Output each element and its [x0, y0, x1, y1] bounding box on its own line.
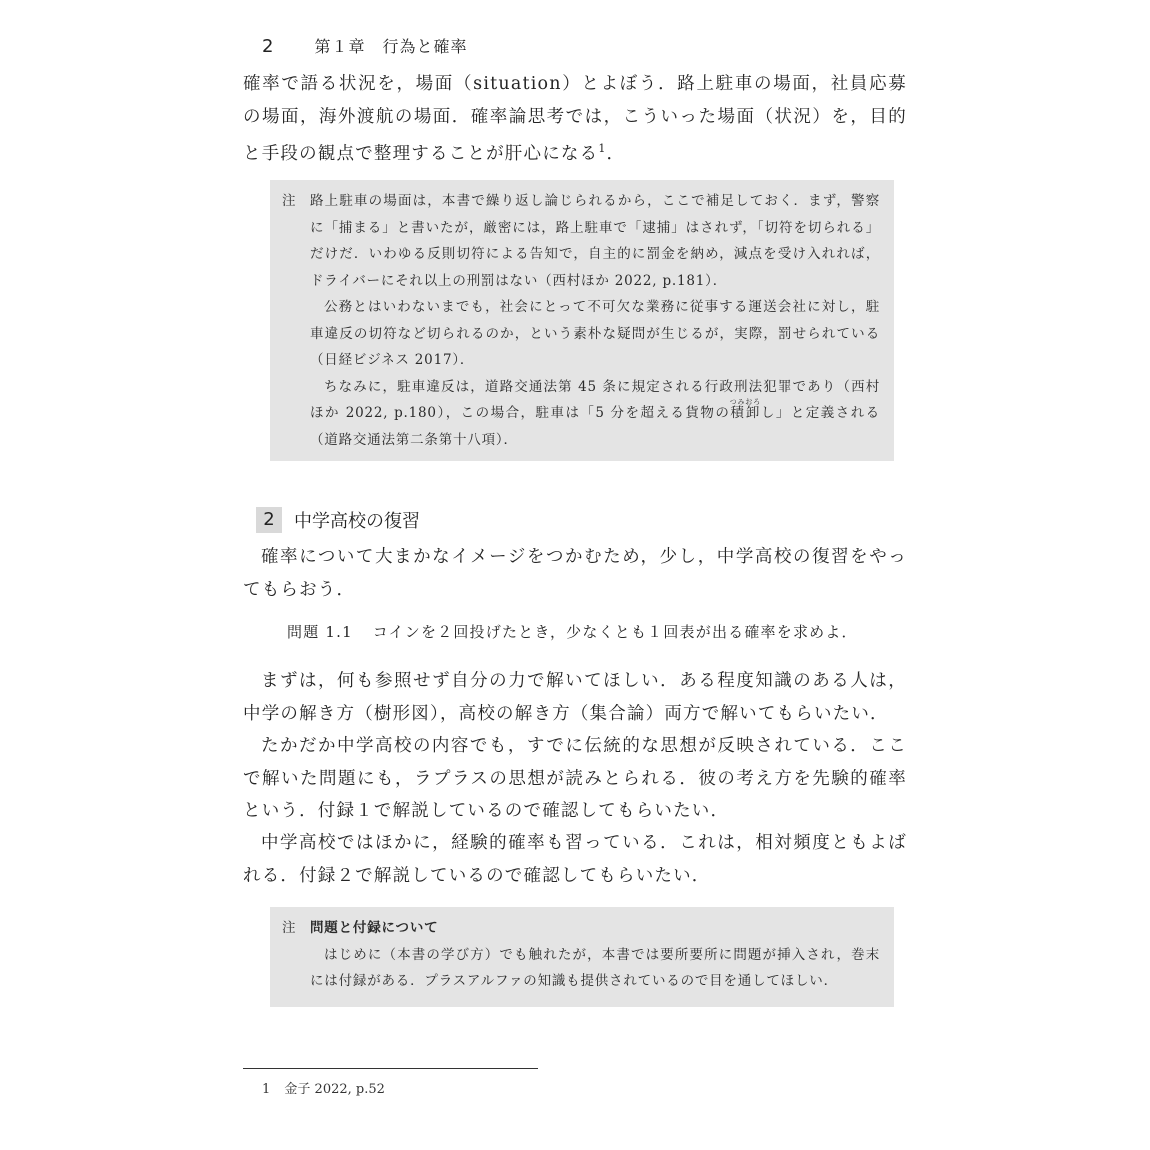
- running-head: [262, 34, 468, 57]
- note-body: [310, 188, 880, 453]
- intro-text: 確率で語る状況を，場面（situation）とよぼう．路上駐車の場面，社員応募の場面，海外渡航の場面．確率論思考では，こういった場面（状況）を，目的と手段の観点で整理することが肝心になる: [243, 74, 907, 164]
- problem-text: コインを２回投げたとき，少なくとも１回表が出る確率を求めよ．: [372, 623, 858, 641]
- footnote-number: 1: [262, 1082, 271, 1097]
- note-paragraph-1: 路上駐車の場面は，本書で繰り返し論じられるから，ここで補足しておく．まず，警察に「捕まる」と書いたが，厳密には，路上駐車で「逮捕」はされず，「切符を切られる」だけだ．いわゆる反則切符による告知で，自主的に罰金を納め，減点を受け入れれば，ドライバーにそれ以上の刑罰はない（西村ほか 2022, p.181）．: [310, 193, 880, 289]
- body-paragraph: たかだか中学高校の内容でも，すでに伝統的な思想が反映されている．ここで解いた問題にも，ラプラスの思想が読みとられる．彼の考え方を先験的確率という．付録１で解説しているので確認してもらいたい．: [243, 736, 907, 821]
- ruby-base: 積卸: [729, 405, 761, 421]
- note-body: [310, 915, 880, 995]
- note-heading: 問題と付録について: [310, 920, 439, 936]
- note-label: 注: [282, 920, 297, 936]
- intro-end: ．: [606, 143, 626, 164]
- footnote-rule: [243, 1068, 538, 1069]
- body-paragraph: 中学高校ではほかに，経験的確率も習っている．これは，相対頻度ともよばれる．付録２で解説しているので確認してもらいたい．: [243, 833, 907, 886]
- body-paragraph: まずは，何も参照せず自分の力で解いてほしい．ある程度知識のある人は，中学の解き方（樹形図），高校の解き方（集合論）両方で解いてもらいたい．: [243, 671, 907, 724]
- intro-paragraph: [243, 68, 907, 170]
- problem-statement: [287, 621, 858, 642]
- note-paragraph-2: 公務とはいわないまでも，社会にとって不可欠な業務に従事する運送会社に対し，駐車違反の切符など切られるのか，という素朴な疑問が生じるが，実際，罰せられている（日経ビジネス 2017）．: [310, 299, 880, 368]
- footnote-reference[interactable]: 1: [598, 142, 607, 155]
- note-paragraph-3: [310, 374, 880, 454]
- ruby-text: つみおろ: [729, 398, 761, 406]
- footnote-text: 金子 2022, p.52: [284, 1082, 385, 1097]
- note-paragraph-3-b: し」と定義される（道路交通法第二条第十八項）．: [310, 405, 880, 448]
- section-intro-paragraph: 確率について大まかなイメージをつかむため，少し，中学高校の復習をやってもらおう．: [243, 547, 907, 600]
- footnote: [262, 1078, 385, 1097]
- note-paragraph-3-a: ちなみに，駐車違反は，道路交通法第 45 条に規定される行政刑法犯罪であり（西村ほか 2022, p.180），この場合，駐車は「5 分を超える貨物の: [310, 378, 880, 421]
- note-box-parking: [270, 180, 894, 461]
- note-paragraph: はじめに（本書の学び方）でも触れたが，本書では要所要所に問題が挿入され，巻末には付録がある．プラスアルファの知識も提供されているので目を通してほしい．: [310, 946, 880, 989]
- section-number: 2: [256, 507, 282, 533]
- problem-label: 問題 1.1: [287, 623, 353, 641]
- note-label: 注: [282, 193, 297, 209]
- section-heading: [256, 507, 420, 533]
- section-title: 中学高校の復習: [294, 511, 420, 532]
- note-box-problems: [270, 907, 894, 1007]
- page-number: 2: [262, 36, 275, 57]
- chapter-title: 第１章 行為と確率: [314, 37, 468, 56]
- ruby-tsumioroshi: [729, 398, 761, 421]
